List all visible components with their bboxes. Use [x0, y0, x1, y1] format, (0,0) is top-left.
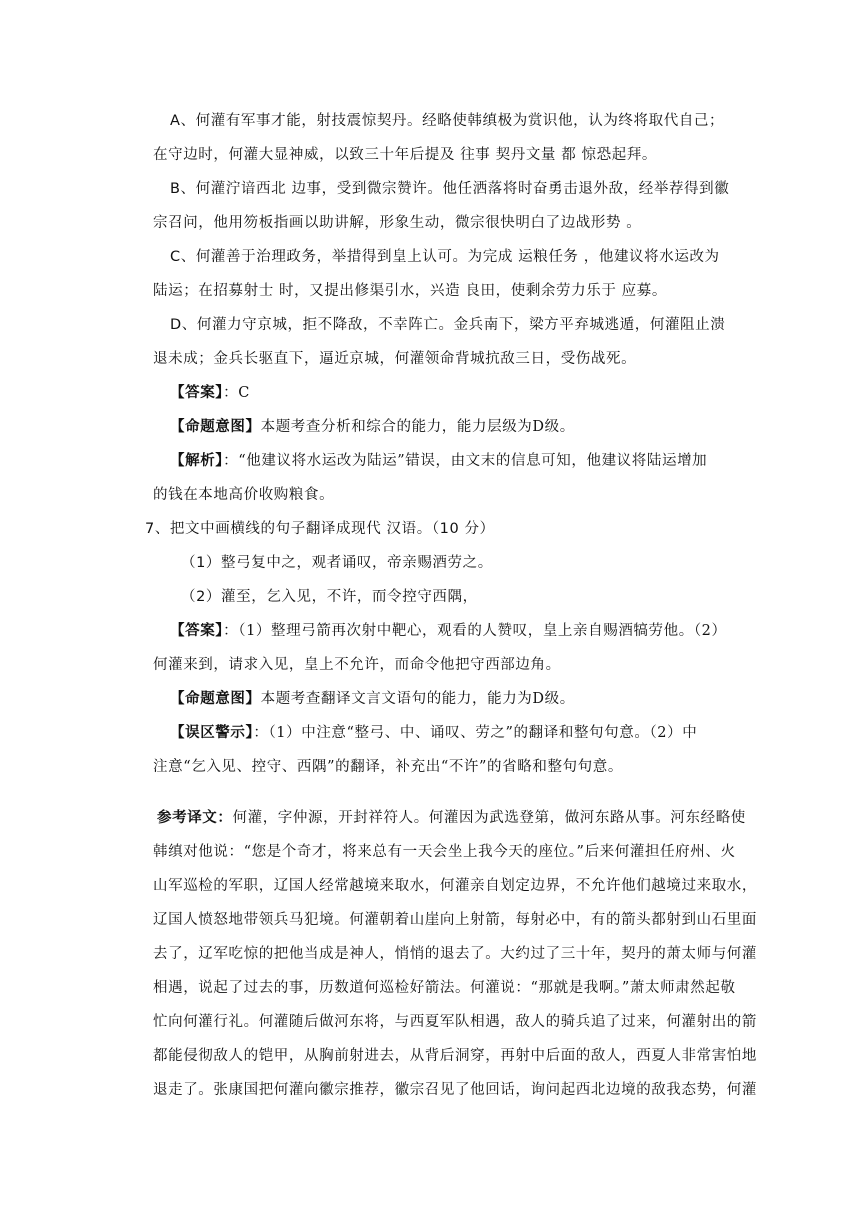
q7-warning-text: ：（1）中注意“整弓、中、诵叹、劳之”的翻译和整句句意。（2）中	[253, 725, 698, 741]
reference-line-6: 相遇，说起了过去的事，历数道何巡检好箭法。何灌说：“那就是我啊。”萧太师肃然起敬	[153, 980, 736, 996]
q7-warning-line-1	[170, 716, 697, 750]
q7-warning-line-2: 注意“乞入见、控守、西隅”的翻译，补充出“不许”的省略和整句句意。	[153, 759, 623, 775]
option-d-line-1: D、何灌力守京城，拒不降敌，不幸阵亡。金兵南下，梁方平弃城逃遁，何灌阻止溃	[170, 317, 726, 333]
reference-line-8: 都能侵彻敌人的铠甲，从胸前射进去，从背后洞穿，再射中后面的敌人，西夏人非常害怕地	[153, 1048, 757, 1064]
q7-warning-label: 【误区警示】	[170, 724, 254, 741]
q6-analysis-line-2: 的钱在本地高价收购粮食。	[153, 487, 335, 503]
reference-text-1: 何灌，字仲源，开封祥符人。何灌因为武选登第，做河东路从事。河东经略使	[232, 810, 746, 826]
option-a-line-2: 在守边时，何灌大显神威，以致三十年后提及 往事 契丹文量 都 惊恐起拜。	[153, 147, 658, 163]
q7-answer-line-1	[170, 614, 727, 648]
option-b-line-1: B、何灌泞谙西北 边事，受到微宗赞许。他任洒落将时奋勇击退外敌，经举荐得到徽	[170, 181, 730, 197]
q6-answer	[170, 376, 250, 410]
q6-analysis-label: 【解析】	[170, 452, 224, 469]
option-c-line-1: C、何灌善于治理政务，举措得到皇上认可。为完成 运粮任务 ，他建议将水运改为	[170, 249, 720, 265]
q7-item-2: （2）灌至，乞入见，不许，而令控守西隅，	[181, 589, 478, 605]
q7-answer-text: ：（1）整理弓箭再次射中靶心，观看的人赞叹，皇上亲自赐酒犒劳他。（2）	[223, 623, 727, 639]
reference-line-5: 去了，辽军吃惊的把他当成是神人，悄悄的退去了。大约过了三十年，契丹的萧太师与何灌	[153, 946, 757, 962]
q6-analysis-line-1	[170, 444, 707, 478]
reference-line-9: 退走了。张康国把何灌向徽宗推荐，徽宗召见了他回话，询问起西北边境的敌我态势，何灌	[153, 1082, 757, 1098]
option-b-line-2: 宗召问，他用笏板指画以助讲解，形象生动，微宗很快明白了边战形势 。	[153, 215, 642, 231]
q6-answer-value: ：C	[223, 385, 250, 401]
reference-line-7: 忙向何灌行礼。何灌随后做河东将，与西夏军队相遇，敌人的骑兵追了过来，何灌射出的箭	[153, 1014, 757, 1030]
q7-title: 7、把文中画横线的句子翻译成现代 汉语。（10 分）	[145, 521, 495, 537]
option-a-line-1: A、何灌有军事才能，射技震惊契丹。经略使韩缜极为赏识他，认为终将取代自己；	[170, 113, 725, 129]
reference-line-1	[157, 801, 746, 835]
q7-answer-line-2: 何灌来到，请求入见，皇上不允许，而命令他把守西部边角。	[153, 657, 561, 673]
q7-intent-text: 本题考查翻译文言文语句的能力，能力为D级。	[260, 691, 575, 707]
q7-intent	[170, 682, 575, 716]
reference-line-3: 山军巡检的军职，辽国人经常越境来取水，何灌亲自划定边界，不允许他们越境过来取水，	[153, 878, 757, 894]
option-c-line-2: 陆运；在招募射士 时，又提出修渠引水，兴造 良田，使剩余劳力乐于 应募。	[153, 283, 667, 299]
reference-label: 参考译文：	[157, 809, 233, 826]
q6-intent-text: 本题考查分析和综合的能力，能力层级为D级。	[260, 419, 575, 435]
reference-line-2: 韩缜对他说：“您是个奇才，将来总有一天会坐上我今天的座位。”后来何灌担任府州、火	[153, 844, 736, 860]
option-d-line-2: 退未成；金兵长驱直下，逼近京城，何灌领命背城抗敌三日，受伤战死。	[153, 351, 637, 367]
q7-intent-label: 【命题意图】	[170, 690, 261, 707]
q7-answer-label: 【答案】	[170, 622, 224, 639]
q6-analysis-text: ：“他建议将水运改为陆运”错误，由文末的信息可知，他建议将陆运增加	[223, 453, 708, 469]
q7-item-1: （1）整弓复中之，观者诵叹，帝亲赐酒劳之。	[181, 555, 493, 571]
q6-intent	[170, 410, 575, 444]
reference-line-4: 辽国人愤怒地带领兵马犯境。何灌朝着山崖向上射箭，每射必中，有的箭头都射到山石里面	[153, 912, 757, 928]
q6-intent-label: 【命题意图】	[170, 418, 261, 435]
q6-answer-label: 【答案】	[170, 384, 224, 401]
